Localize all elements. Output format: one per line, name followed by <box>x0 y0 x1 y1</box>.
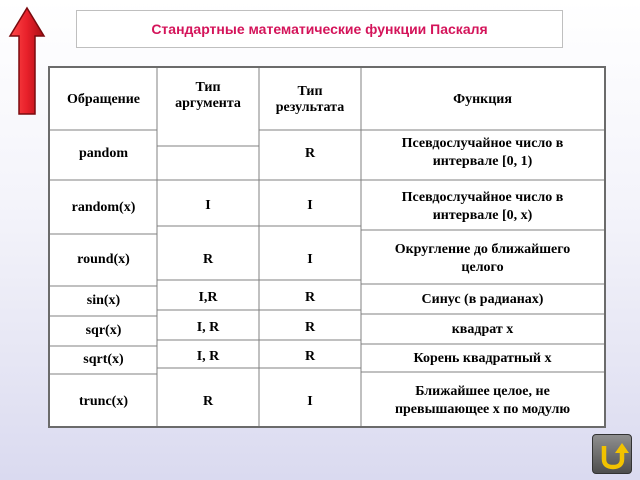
header-res-type-line2: результата <box>275 100 345 115</box>
title-box <box>76 10 563 48</box>
row-6-call: sqrt(x) <box>83 352 124 367</box>
row-6-res: R <box>304 349 316 364</box>
row-2-func-line2: интервале [0, x) <box>432 208 533 223</box>
row-2-call: random(x) <box>71 200 136 215</box>
row-2-arg: I <box>205 198 211 213</box>
row-4-call: sin(x) <box>86 293 121 308</box>
return-arrow-icon <box>593 435 633 475</box>
row-7-func-line1: Ближайшее целое, не <box>415 384 550 399</box>
row-1-func-line1: Псевдослучайное число в <box>401 136 564 151</box>
row-1-res: R <box>304 146 316 161</box>
row-5-res: R <box>304 320 316 335</box>
row-1-func-line2: интервале [0, 1) <box>432 154 533 169</box>
row-3-call: round(x) <box>77 252 130 267</box>
return-button[interactable] <box>592 434 632 474</box>
row-3-func-line2: целого <box>461 260 504 275</box>
page-title: Стандартные математические функции Паскаля <box>151 21 488 37</box>
header-function: Функция <box>453 92 512 107</box>
row-2-func-line1: Псевдослучайное число в <box>401 190 564 205</box>
row-5-func: квадрат х <box>451 322 514 337</box>
header-arg-type-line1: Тип <box>195 80 221 95</box>
header-call: Обращение <box>66 92 141 107</box>
row-1-call: pandom <box>78 146 129 161</box>
row-2-res: I <box>307 198 313 213</box>
row-3-func-line1: Округление до ближайшего <box>394 242 571 257</box>
header-arg-type-line2: аргумента <box>175 96 241 111</box>
up-arrow-icon[interactable] <box>8 6 46 116</box>
row-7-func-line2: превышающее х по модулю <box>394 402 571 417</box>
row-7-arg: R <box>202 394 214 409</box>
row-4-func: Синус (в радианах) <box>421 292 544 307</box>
row-5-call: sqr(x) <box>85 323 122 338</box>
functions-table <box>48 66 606 428</box>
row-4-arg: I,R <box>198 290 218 305</box>
row-4-res: R <box>304 290 316 305</box>
row-7-res: I <box>307 394 313 409</box>
row-6-func: Корень квадратный х <box>413 351 552 366</box>
header-res-type-line1: Тип <box>297 84 323 99</box>
row-6-arg: I, R <box>196 349 220 364</box>
row-3-arg: R <box>202 252 214 267</box>
row-5-arg: I, R <box>196 320 220 335</box>
row-7-call: trunc(x) <box>79 394 128 409</box>
row-3-res: I <box>307 252 313 267</box>
